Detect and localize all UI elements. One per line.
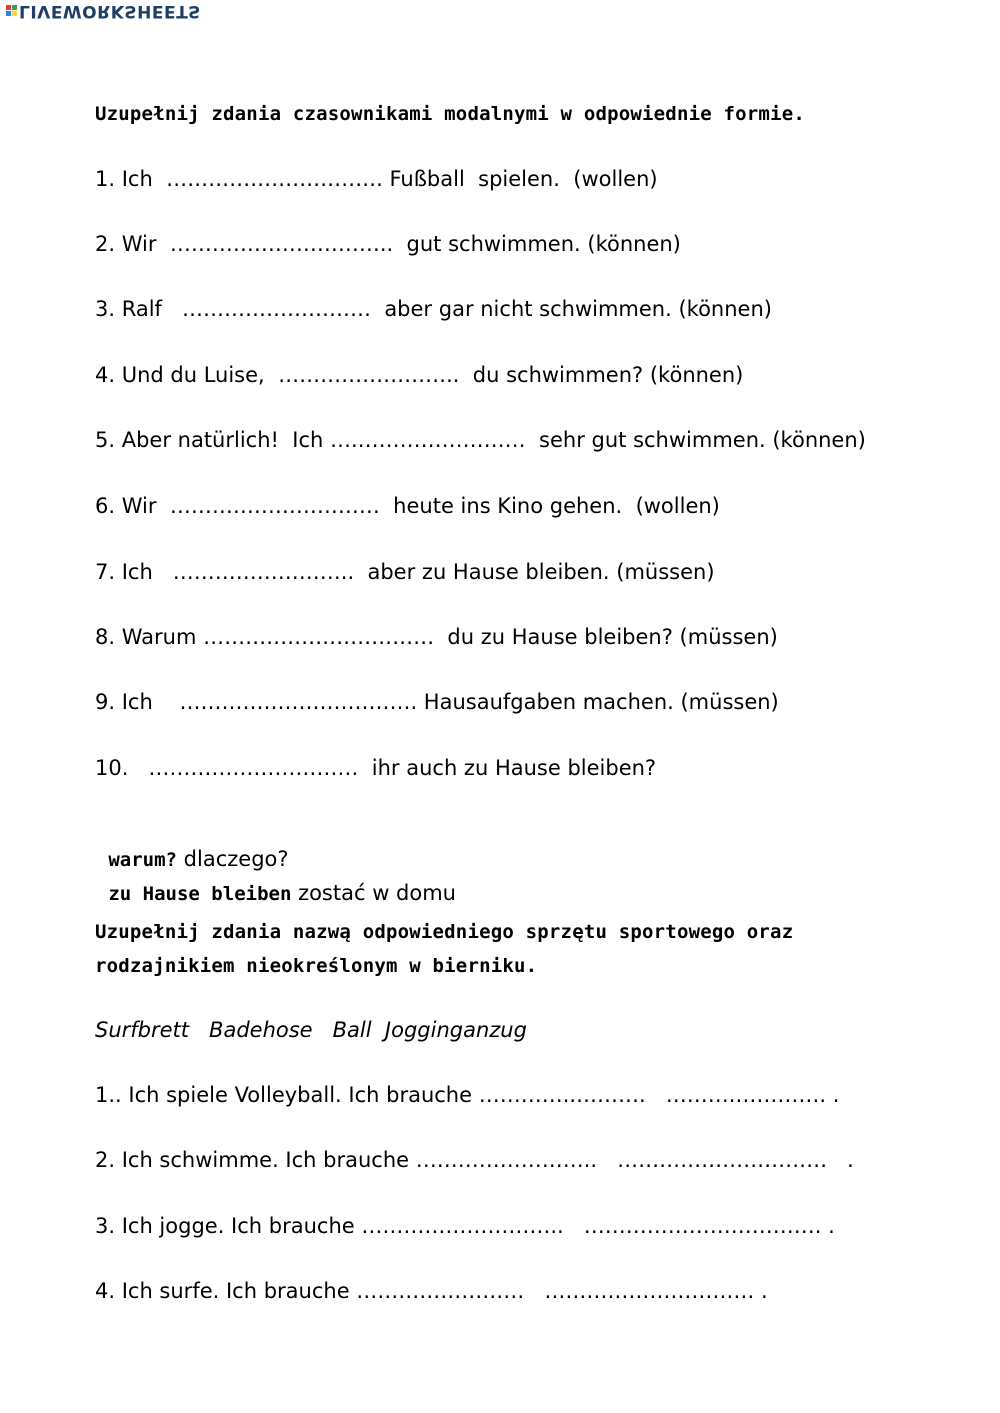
section1-item-6: 6. Wir ………………………… heute ins Kino gehen. (wollen) [95,494,720,518]
section1-item-9: 9. Ich ……………………………. Hausaufgaben machen. (müssen) [95,690,779,714]
liveworksheets-logo [6,2,201,24]
section2-item-1: 1.. Ich spiele Volleyball. Ich brauche …………..………. ……….…………. . [95,1083,840,1107]
vocab-row-2 [95,854,456,907]
section2-item-3: 3. Ich jogge. Ich brauche ……………………….. ……………………………. . [95,1214,835,1238]
section2-item-2: 2. Ich schwimme. Ich brauche …………………….. ………………………… . [95,1148,854,1172]
section1-item-4: 4. Und du Luise, …………………….. du schwimmen? (können) [95,363,744,387]
section2-heading-line-2: rodzajnikiem nieokreślonym w bierniku. [95,955,538,977]
section2-item-4: 4. Ich surfe. Ich brauche …………………… ………………………… . [95,1279,768,1303]
logo-square-green [12,5,17,10]
section1-item-7: 7. Ich …………………….. aber zu Hause bleiben. (müssen) [95,560,715,584]
section1-item-5: 5. Aber natürlich! Ich ….…………………… sehr gut schwimmen. (können) [95,428,866,452]
logo-square-yellow [12,11,17,16]
vocab-term: warum? [108,849,177,871]
vocab-translation: zostać w domu [291,881,456,905]
logo-square-red [6,5,11,10]
vocab-term: zu Hause bleiben [108,883,292,905]
vocab-translation: dlaczego? [177,847,289,871]
section1-item-1: 1. Ich …………………………. Fußball spielen. (wollen) [95,167,658,191]
logo-text: LIVEWORKSHEETS [19,1,201,21]
word-bank: Surfbrett Badehose Ball Jogginganzug [95,1018,527,1042]
section1-item-8: 8. Warum …………………………… du zu Hause bleiben? (müssen) [95,625,778,649]
section1-heading: Uzupełnij zdania czasownikami modalnymi w odpowiednie formie. [95,103,805,125]
section1-item-10: 10. ………………………… ihr auch zu Hause bleiben? [95,756,657,780]
section2-heading-line-1: Uzupełnij zdania nazwą odpowiedniego sprzętu sportowego oraz [95,921,794,943]
logo-square-blue [6,11,11,16]
logo-squares-icon [6,5,17,16]
section1-item-3: 3. Ralf ……………………… aber gar nicht schwimmen. (können) [95,297,772,321]
section1-item-2: 2. Wir ………………………….. gut schwimmen. (können) [95,232,681,256]
